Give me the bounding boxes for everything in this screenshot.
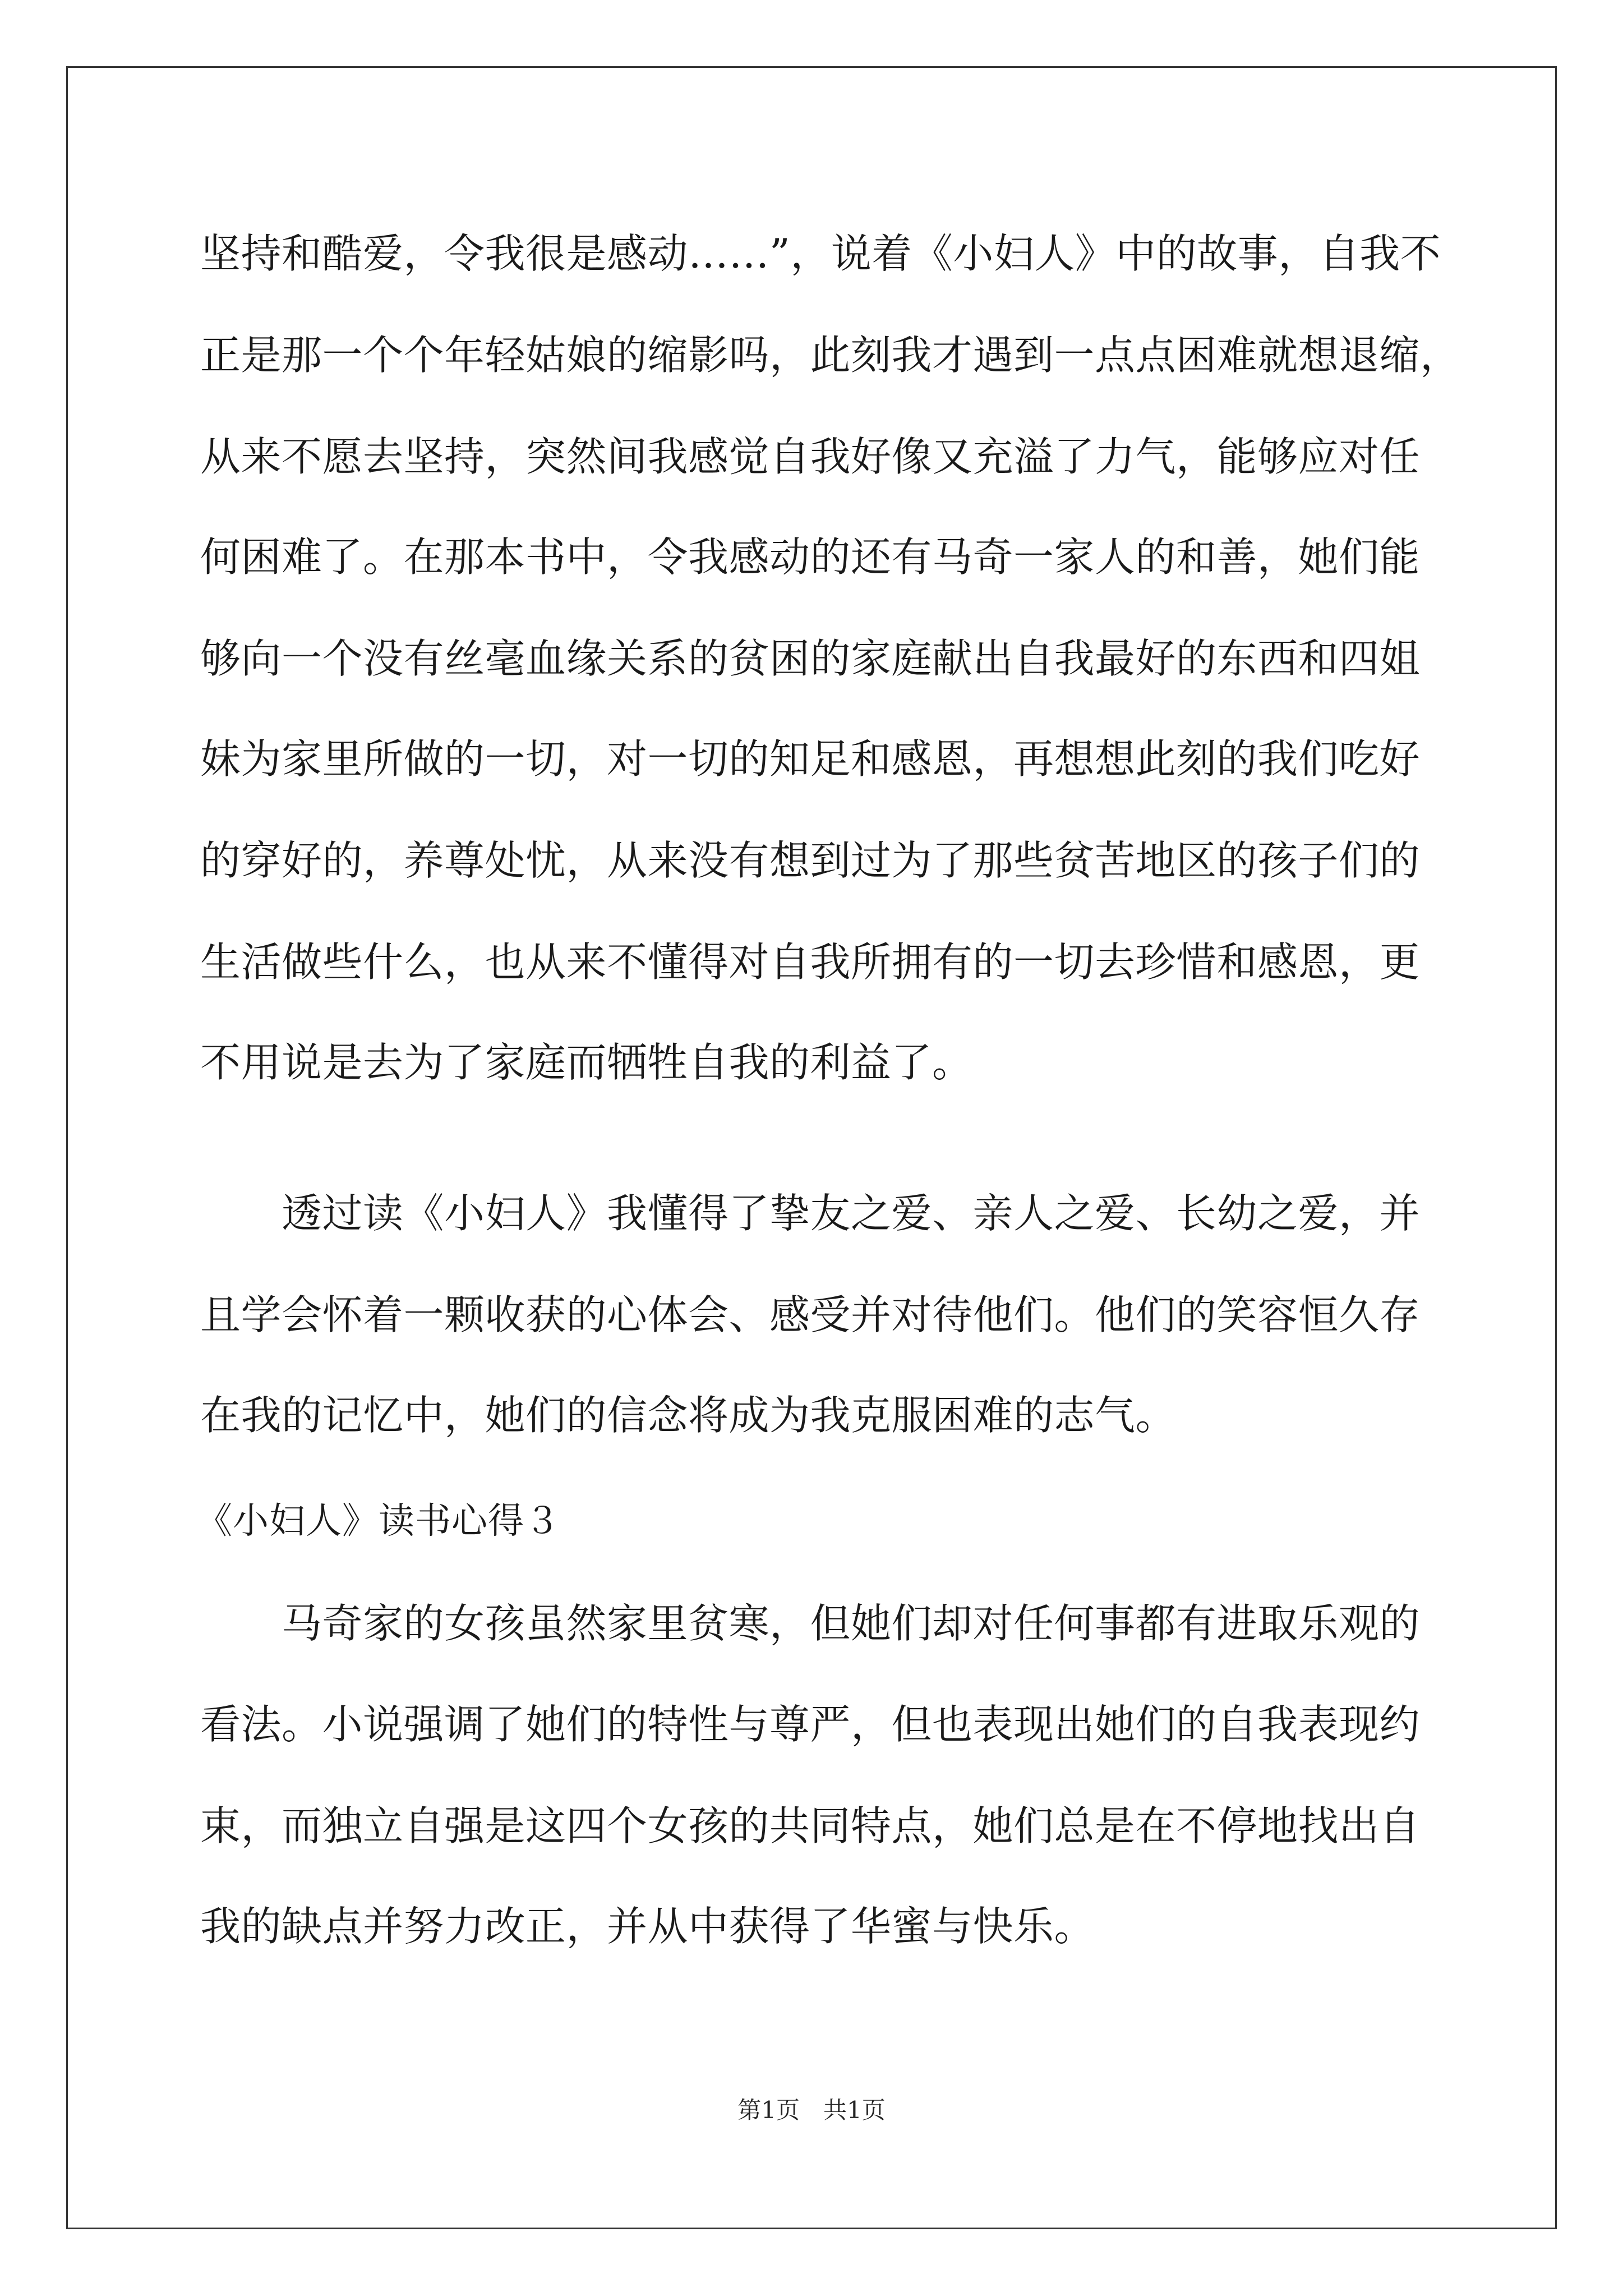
body-text-line: 看法。小说强调了她们的特性与尊严，但也表现出她们的自我表现约 [200, 1701, 1421, 1748]
body-text-line: 何困难了。在那本书中，令我感动的还有马奇一家人的和善，她们能 [200, 533, 1421, 581]
body-text-line: 够向一个没有丝毫血缘关系的贫困的家庭献出自我最好的东西和四姐 [200, 635, 1421, 682]
body-text-line: 不用说是去为了家庭而牺牲自我的利益了。 [200, 1039, 973, 1086]
body-text-line: 透过读《小妇人》我懂得了挚友之爱、亲人之爱、长幼之爱，并 [200, 1190, 1421, 1237]
body-text-line: 从来不愿去坚持，突然间我感觉自我好像又充溢了力气，能够应对任 [200, 433, 1421, 480]
body-text-line: 马奇家的女孩虽然家里贫寒，但她们却对任何事都有进取乐观的 [200, 1600, 1421, 1647]
body-text-line: 的穿好的，养尊处忧，从来没有想到过为了那些贫苦地区的孩子们的 [200, 837, 1421, 884]
body-text-line: 在我的记忆中，她们的信念将成为我克服困难的志气。 [200, 1392, 1177, 1439]
body-text-line: 生活做些什么，也从来不懂得对自我所拥有的一切去珍惜和感恩，更 [200, 938, 1421, 986]
body-text-line: 且学会怀着一颗收获的心体会、感受并对待他们。他们的笑容恒久存 [200, 1291, 1421, 1338]
section-heading: 《小妇人》读书心得３ [196, 1501, 561, 1542]
body-text-line: 束，而独立自强是这四个女孩的共同特点，她们总是在不停地找出自 [200, 1802, 1421, 1849]
body-text-line: 妹为家里所做的一切，对一切的知足和感恩，再想想此刻的我们吃好 [200, 735, 1421, 783]
body-text-line: 我的缺点并努力改正，并从中获得了华蜜与快乐。 [200, 1903, 1095, 1950]
page-number-footer: 第1页 共1页 [737, 2096, 886, 2124]
body-text-line: 坚持和酷爱，令我很是感动……”，说着《小妇人》中的故事，自我不 [200, 230, 1441, 277]
body-text-line: 正是那一个个年轻姑娘的缩影吗，此刻我才遇到一点点困难就想退缩， [200, 332, 1461, 379]
